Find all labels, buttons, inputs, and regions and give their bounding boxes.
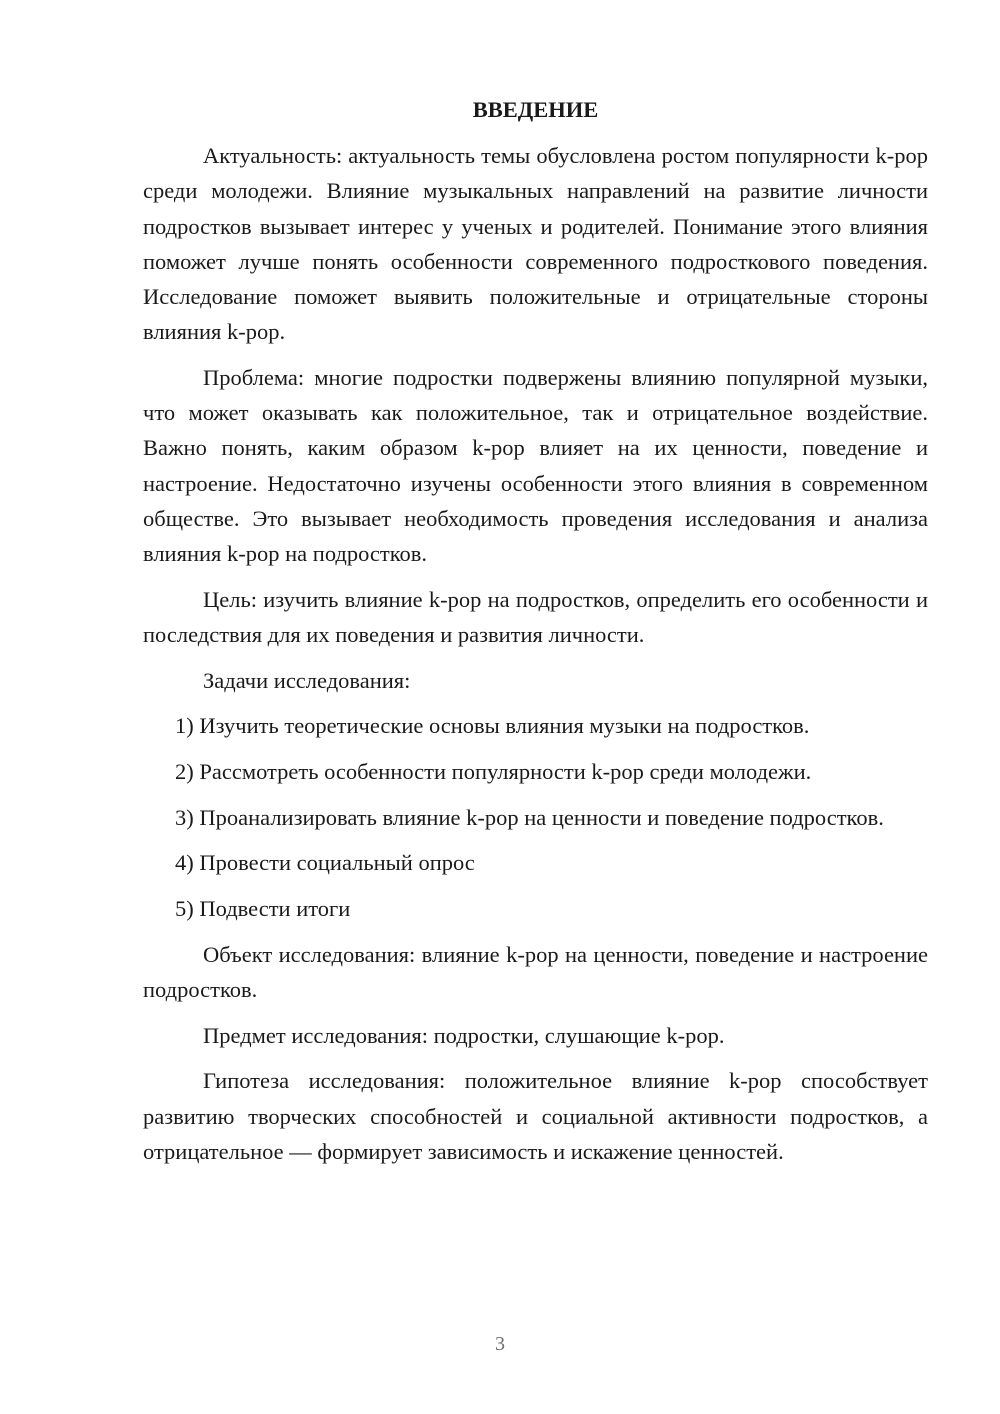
task-item-3: 3) Проанализировать влияние k-pop на ценности и поведение подростков. — [175, 804, 884, 830]
section-heading: ВВЕДЕНИЕ — [472, 97, 599, 122]
object-paragraph: Объект исследования: влияние k-pop на ценности, поведение и настроение подростков. — [143, 941, 928, 1002]
subject-paragraph: Предмет исследования: подростки, слушающие k-pop. — [203, 1022, 725, 1048]
page-number: 3 — [495, 1333, 505, 1355]
problem-paragraph: Проблема: многие подростки подвержены влиянию популярной музыки, что может оказывать как положительное, так и отрицательное воздействие. Важно понять, каким образом k-pop влияет на их ценности, поведение и настроение. Недостаточно изучены особенности этого влияния в современном обществе. Это вызывает необходимость проведения исследования и анализа влияния k-pop на подростков. — [143, 364, 928, 566]
tasks-list — [143, 708, 928, 926]
task-item-4: 4) Провести социальный опрос — [175, 850, 475, 876]
hypothesis-paragraph: Гипотеза исследования: положительное влияние k-pop способствует развитию творческих способностей и социальной активности подростков, а отрицательное — формирует зависимость и искажение ценностей. — [143, 1068, 928, 1164]
task-item-1: 1) Изучить теоретические основы влияния музыки на подростков. — [175, 713, 810, 739]
tasks-heading: Задачи исследования: — [203, 667, 411, 693]
task-item-5: 5) Подвести итоги — [175, 896, 351, 922]
relevance-paragraph: Актуальность: актуальность темы обусловлена ростом популярности k-pop среди молодежи. Влияние музыкальных направлений на развитие личности подростков вызывает интерес у ученых и родителей. Понимание этого влияния поможет лучше понять особенности современного подросткового поведения. Исследование поможет выявить положительные и отрицательные стороны влияния k-pop. — [143, 143, 928, 345]
task-item-2: 2) Рассмотреть особенности популярности k-pop среди молодежи. — [175, 758, 812, 784]
goal-paragraph: Цель: изучить влияние k-pop на подростков, определить его особенности и последствия для их поведения и развития личности. — [143, 586, 928, 647]
document-page — [143, 92, 928, 1179]
